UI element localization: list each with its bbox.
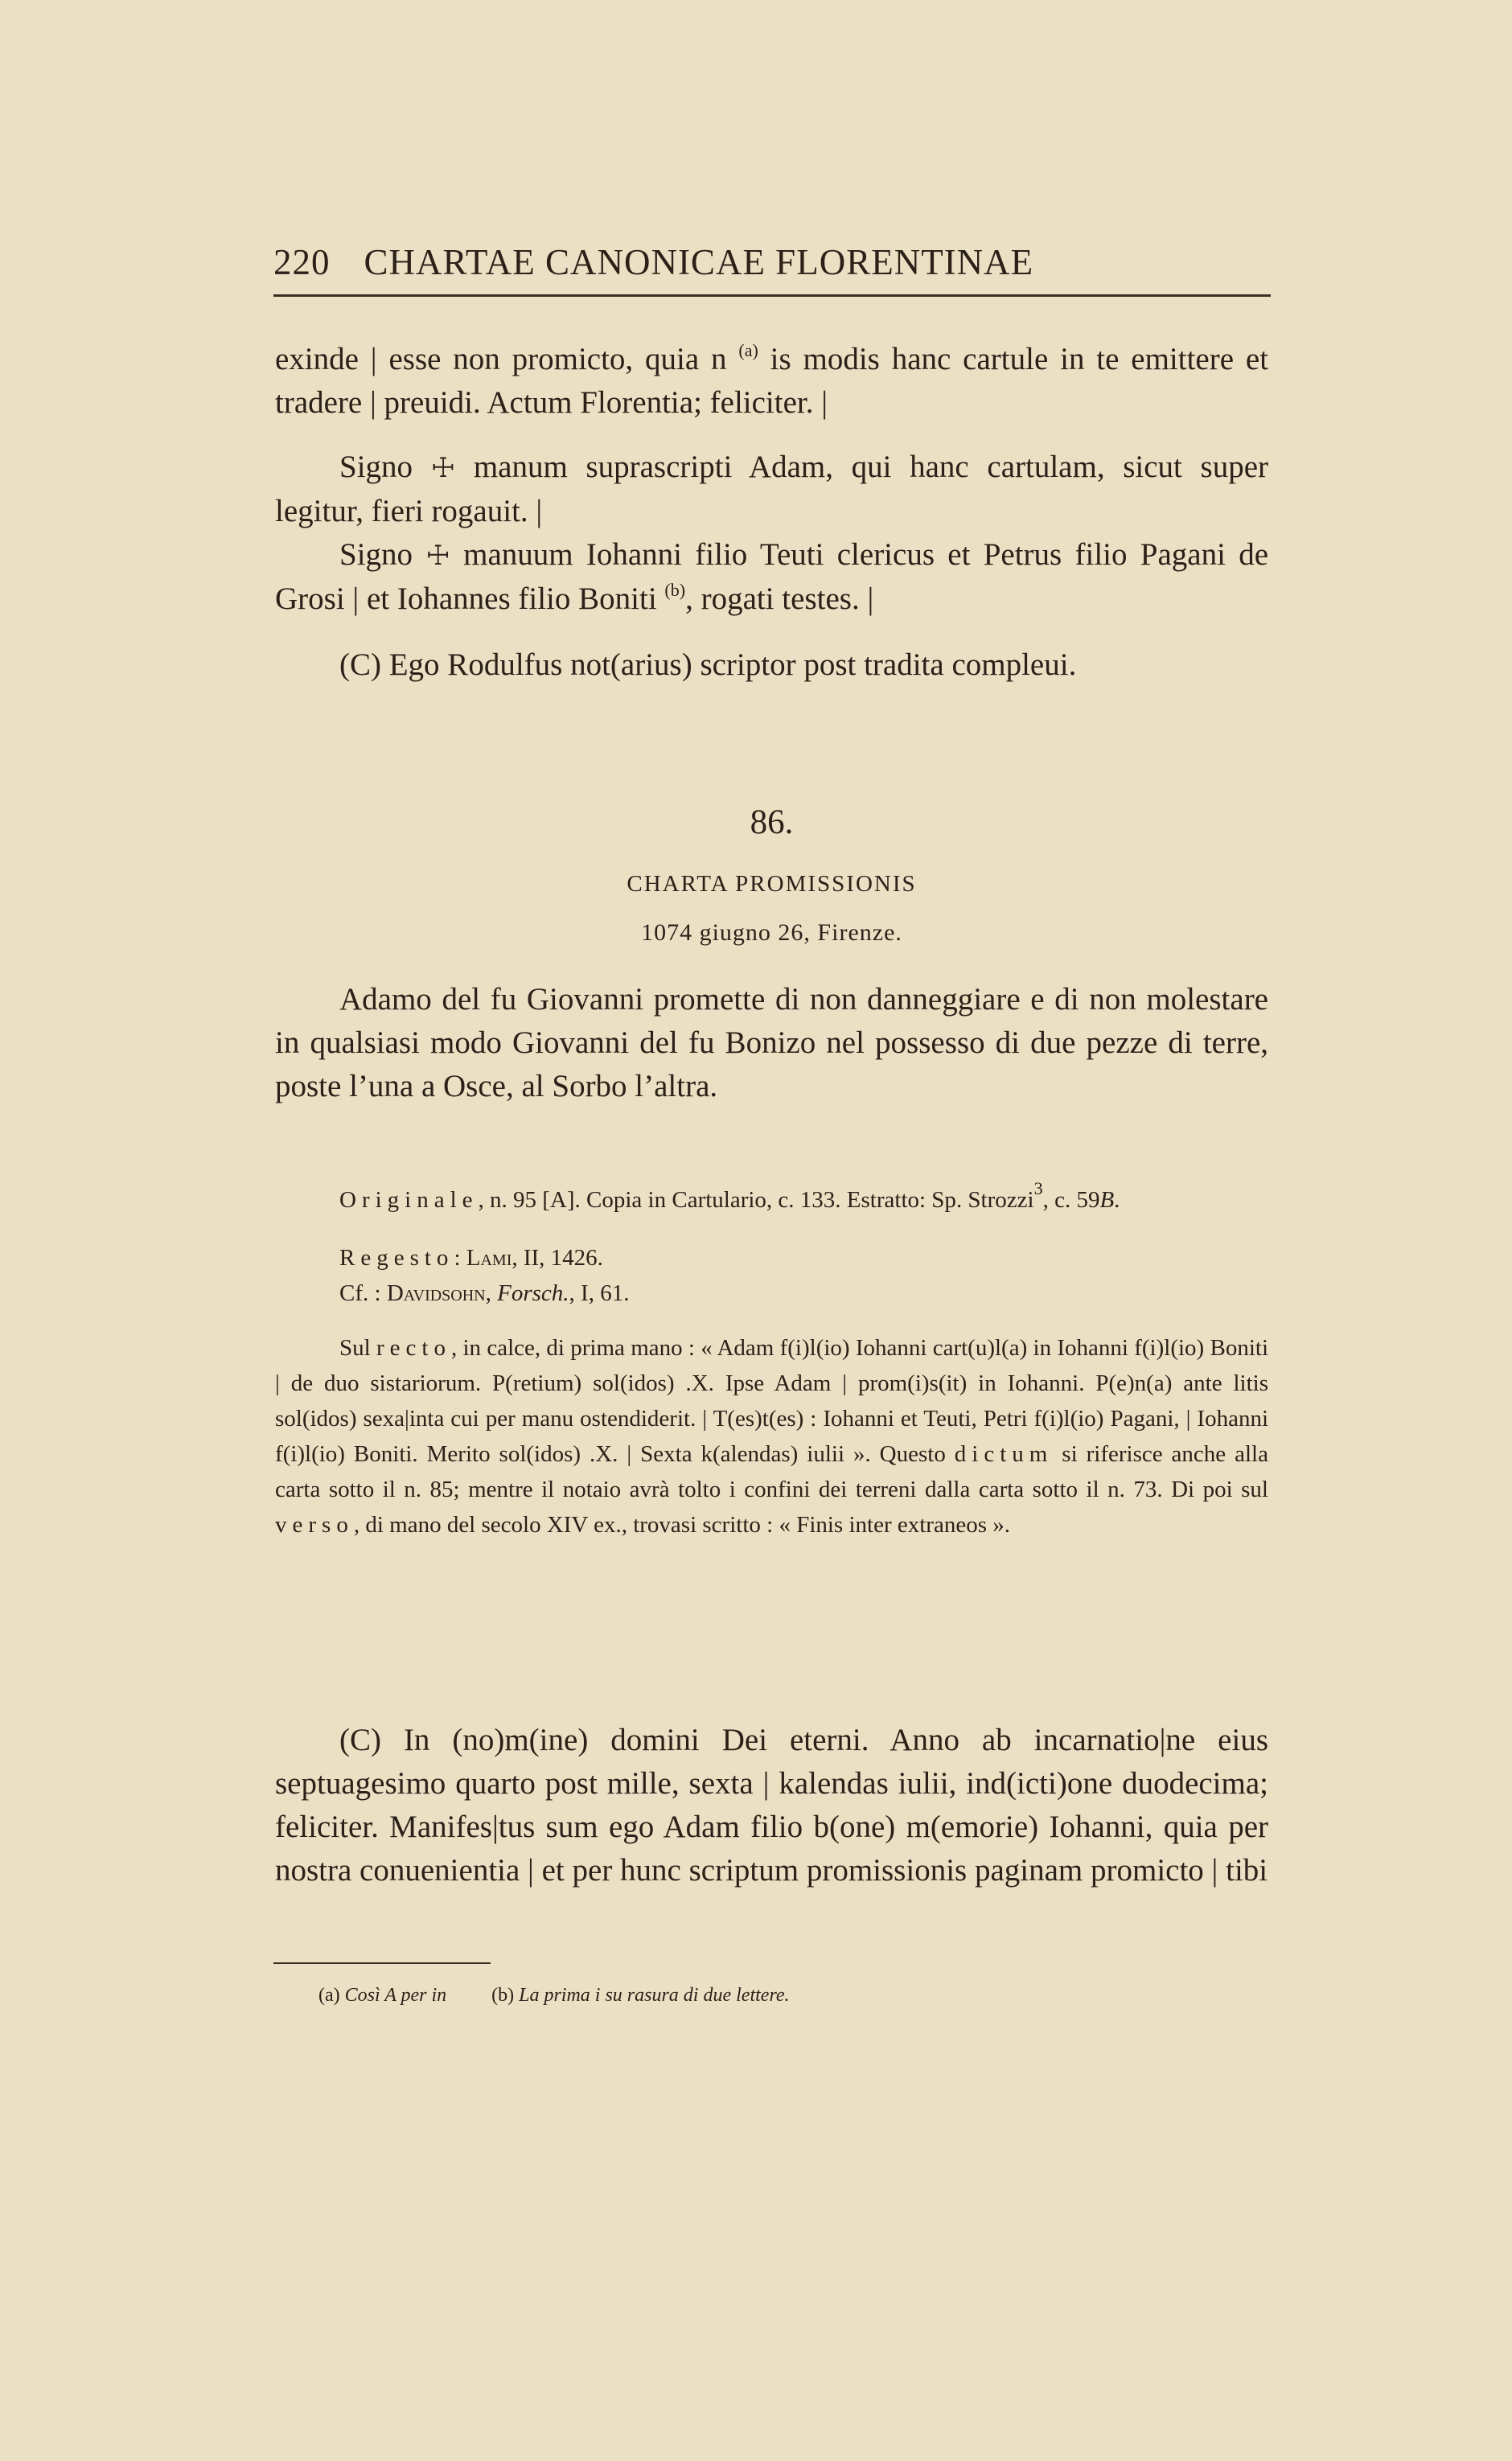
running-title: CHARTAE CANONICAE FLORENTINAE <box>364 242 1034 282</box>
page-number: 220 <box>273 242 331 282</box>
regesto: Regesto: Lami, II, 1426. <box>339 1245 603 1271</box>
notary-subscription: (C) Ego Rodulfus not(arius) scriptor post tradita compleui. <box>339 647 1077 682</box>
footnote-ref-b: (b) <box>664 580 686 600</box>
signum-author: Signo ☩ manum suprascripti Adam, qui hanc cartulam, sicut super legitur, fieri rogauit. | <box>275 450 1269 528</box>
charter-number: 86. <box>750 803 794 841</box>
charter-text: (C) In (no)m(ine) domini Dei eterni. Anno ab incarnatio|ne eius septuagesimo quarto post mille, sexta | kalendas iulii, ind(icti)one duodecima; feliciter. Manifes|tus sum ego Adam filio b(one) m(emorie) Iohanni, quia per nostra conuenientia | et per hunc scriptum promissionis paginam promicto | tibi <box>275 1723 1268 1888</box>
footnote-b-text: La prima i su rasura di due lettere. <box>519 1985 790 2006</box>
cf-reference: Cf. : Davidsohn, Forsch., I, 61. <box>339 1280 630 1306</box>
archival-note: Sul recto, in calce, di prima mano : « Adam f(i)l(io) Iohanni cart(u)l(a) in Iohanni f(i)l(io) Boniti | de duo sistariorum. P(retium) sol(idos) .X. Ipse Adam | prom(i)s(it) in Iohanni. P(e)n(a) ante litis sol(idos) sexa|inta cui per manu ostendiderit. | T(es)t(es) : Iohanni et Teuti, Petri f(i)l(io) Pagani, | Iohanni f(i)l(io) Boniti. Merito sol(idos) .X. | Sexta k(alendas) iulii ». Questo dictum si riferisce anche alla carta sotto il n. 85; mentre il notaio avrà tolto i confini dei terreni dalla carta sotto il n. 73. Di poi sul verso, di mano del secolo XIV ex., trovasi scritto : « Finis inter extraneos ». <box>275 1335 1269 1538</box>
charter-title: CHARTA PROMISSIONIS <box>627 871 917 897</box>
running-header <box>273 241 1271 283</box>
footnote-b-label: (b) <box>491 1985 515 2006</box>
tradition: Originale, n. 95 [A]. Copia in Cartulario, c. 133. Estratto: Sp. Strozzi$^3$, c. 59B. <box>339 1178 1120 1213</box>
signum-cross-icon: ☩ <box>425 540 450 572</box>
signum-cross-icon: ☩ <box>430 452 456 484</box>
footnote-ref-a: (a) <box>738 340 758 360</box>
charter-date: 1074 giugno 26, Firenze. <box>641 919 902 946</box>
footnotes <box>318 1985 1203 2007</box>
footnote-a-label: (a) <box>318 1985 340 2006</box>
signum-witnesses: Signo ☩ manuum Iohanni filio Teuti clericus et Petrus filio Pagani de Grosi | et Iohannes filio Boniti $^{(b)}$, rogati testes. | <box>275 537 1269 616</box>
header-rule <box>273 294 1271 297</box>
footnote-a-text: Così A per in <box>344 1985 447 2006</box>
paragraph: exinde | esse non promicto, quia n $^{(a)}$ is modis hanc cartule in te emittere et tradere | preuidi. Actum Florentia; feliciter. | <box>275 340 1269 420</box>
charter-summary: Adamo del fu Giovanni promette di non danneggiare e di non molestare in qualsiasi modo Giovanni del fu Bonizo nel possesso di due pezze di terre, poste l’una a Osce, al Sorbo l’altra. <box>275 982 1268 1103</box>
footnote-rule <box>273 1962 491 1964</box>
previous-charter-ending <box>275 338 1268 687</box>
apparatus <box>275 1178 1269 1543</box>
